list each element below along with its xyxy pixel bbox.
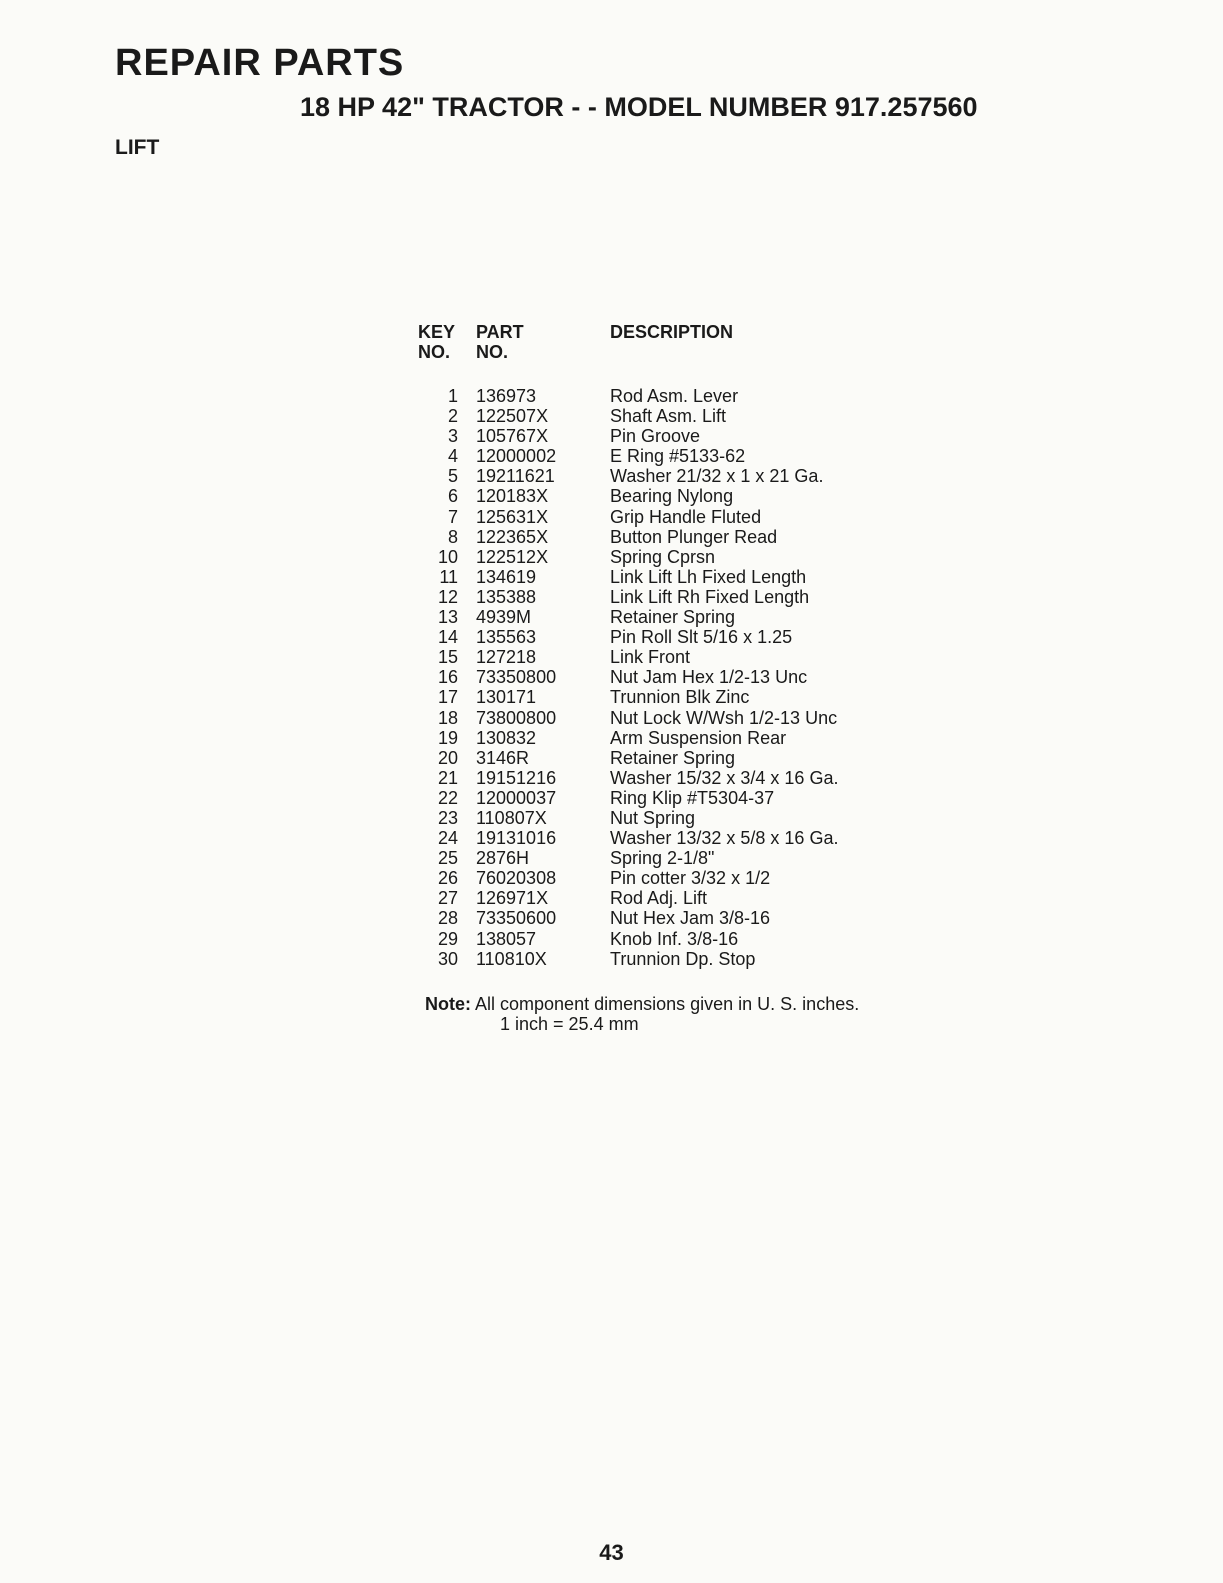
part-no-cell: 19211621 (476, 466, 555, 487)
description-cell: Link Lift Lh Fixed Length (610, 566, 807, 587)
table-header-row (418, 322, 838, 362)
part-no-cell: 130832 (476, 727, 537, 748)
key-no-cell: 25 (437, 848, 458, 869)
key-no-cell: 30 (437, 948, 458, 969)
part-header-line1: PART (476, 322, 524, 342)
part-no-cell: 122365X (476, 526, 549, 547)
key-no-cell: 2 (447, 406, 458, 427)
key-no-cell: 22 (437, 787, 458, 808)
table-row (418, 446, 838, 466)
key-no-cell: 13 (437, 607, 458, 628)
description-cell: Bearing Nylong (610, 486, 734, 507)
description-cell: Retainer Spring (610, 747, 736, 768)
part-no-cell: 105767X (476, 426, 549, 447)
part-no-cell: 130171 (476, 687, 537, 708)
table-row (418, 386, 838, 406)
note-line2: 1 inch = 25.4 mm (500, 1014, 639, 1034)
part-no-cell: 76020308 (476, 868, 557, 889)
table-row (418, 567, 838, 587)
description-cell: Nut Hex Jam 3/8-16 (610, 908, 771, 929)
table-row (418, 788, 838, 808)
part-no-cell: 12000002 (476, 446, 557, 467)
description-cell: Button Plunger Read (610, 526, 778, 547)
description-cell: Nut Lock W/Wsh 1/2-13 Unc (610, 707, 838, 728)
description-cell: Knob Inf. 3/8-16 (610, 928, 739, 949)
description-cell: Washer 15/32 x 3/4 x 16 Ga. (610, 767, 839, 788)
table-row (418, 828, 838, 848)
description-cell: Shaft Asm. Lift (610, 406, 727, 427)
key-no-cell: 6 (447, 486, 458, 507)
description-cell: Spring Cprsn (610, 546, 716, 567)
parts-body (418, 386, 838, 969)
part-no-cell: 4939M (476, 607, 532, 628)
key-no-cell: 23 (437, 807, 458, 828)
table-row (418, 748, 838, 768)
part-no-header (476, 322, 610, 362)
description-cell: Nut Spring (610, 807, 696, 828)
table-row (418, 868, 838, 888)
part-no-cell: 122507X (476, 406, 549, 427)
key-no-cell: 16 (437, 667, 458, 688)
key-no-cell: 7 (447, 506, 458, 527)
key-no-cell: 29 (437, 928, 458, 949)
key-no-cell: 21 (437, 767, 458, 788)
table-row (418, 547, 838, 567)
description-cell: E Ring #5133-62 (610, 446, 746, 467)
part-no-cell: 135563 (476, 627, 537, 648)
part-no-cell: 136973 (476, 386, 537, 406)
description-cell: Ring Klip #T5304-37 (610, 787, 775, 808)
part-no-cell: 110807X (476, 807, 547, 828)
part-no-cell: 134619 (476, 566, 537, 587)
key-no-cell: 1 (447, 386, 458, 406)
table-row (418, 587, 838, 607)
description-cell: Pin Roll Slt 5/16 x 1.25 (610, 627, 793, 648)
key-no-cell: 14 (437, 627, 458, 648)
description-cell: Trunnion Blk Zinc (610, 687, 750, 708)
key-no-cell: 20 (437, 747, 458, 768)
part-no-cell: 110810X (476, 948, 547, 969)
description-cell: Pin Groove (610, 426, 701, 447)
key-no-cell: 8 (447, 526, 458, 547)
key-no-cell: 11 (439, 566, 458, 587)
key-no-cell: 19 (437, 727, 458, 748)
description-cell: Link Front (610, 647, 691, 668)
header-spacer-cell (418, 362, 838, 386)
note-label: Note: (425, 994, 471, 1014)
part-no-cell: 73350600 (476, 908, 557, 929)
note (425, 994, 859, 1034)
table-row (418, 647, 838, 667)
table-row (418, 466, 838, 486)
part-no-cell: 122512X (476, 546, 549, 567)
page-title: REPAIR PARTS (115, 42, 405, 84)
key-no-cell: 3 (447, 426, 458, 447)
key-no-cell: 4 (447, 446, 458, 467)
key-no-cell: 5 (447, 466, 458, 487)
table-row (418, 708, 838, 728)
key-header-line1: KEY (418, 322, 456, 342)
part-no-cell: 73800800 (476, 707, 557, 728)
key-no-cell: 15 (437, 647, 458, 668)
section-title: LIFT (115, 136, 160, 159)
description-cell: Link Lift Rh Fixed Length (610, 586, 810, 607)
table-row (418, 486, 838, 506)
description-cell: Trunnion Dp. Stop (610, 948, 756, 969)
part-no-cell: 138057 (476, 928, 537, 949)
part-no-cell: 19131016 (476, 828, 557, 849)
key-no-cell: 18 (437, 707, 458, 728)
table-row (418, 406, 838, 426)
table-row (418, 627, 838, 647)
header-spacer (418, 362, 838, 386)
key-no-header (418, 322, 476, 362)
key-header-line2: NO. (418, 342, 451, 362)
part-no-cell: 127218 (476, 647, 537, 668)
description-cell: Nut Jam Hex 1/2-13 Unc (610, 667, 808, 688)
description-cell: Grip Handle Fluted (610, 506, 762, 527)
description-cell: Washer 21/32 x 1 x 21 Ga. (610, 466, 824, 487)
table-row (418, 949, 838, 969)
parts-table (418, 322, 838, 969)
description-cell: Rod Asm. Lever (610, 386, 739, 406)
key-no-cell: 12 (437, 586, 458, 607)
part-no-cell: 120183X (476, 486, 549, 507)
key-no-cell: 17 (437, 687, 458, 708)
table-row (418, 607, 838, 627)
key-no-cell: 26 (437, 868, 458, 889)
table-row (418, 527, 838, 547)
part-no-cell: 73350800 (476, 667, 557, 688)
part-no-cell: 3146R (476, 747, 530, 768)
table-row (418, 667, 838, 687)
table-row (418, 848, 838, 868)
table-row (418, 687, 838, 707)
model-title: 18 HP 42" TRACTOR - - MODEL NUMBER 917.257560 (300, 92, 978, 122)
table-header (418, 322, 838, 386)
key-no-cell: 27 (437, 888, 458, 909)
part-header-line2: NO. (476, 342, 509, 362)
page-number: 43 (599, 1540, 624, 1565)
description-header-label: DESCRIPTION (610, 322, 734, 342)
table-row (418, 728, 838, 748)
table-row (418, 908, 838, 928)
table-row (418, 768, 838, 788)
part-no-cell: 135388 (476, 586, 537, 607)
table-row (418, 507, 838, 527)
part-no-cell: 19151216 (476, 767, 557, 788)
key-no-cell: 10 (437, 546, 458, 567)
description-cell: Rod Adj. Lift (610, 888, 708, 909)
description-cell: Spring 2-1/8" (610, 848, 715, 869)
description-cell: Pin cotter 3/32 x 1/2 (610, 868, 771, 889)
table-row (418, 888, 838, 908)
key-no-cell: 28 (437, 908, 458, 929)
description-header (610, 322, 838, 362)
key-no-cell: 24 (437, 828, 458, 849)
description-cell: Washer 13/32 x 5/8 x 16 Ga. (610, 828, 839, 849)
note-line1: All component dimensions given in U. S. inches. (475, 994, 860, 1014)
part-no-cell: 12000037 (476, 787, 557, 808)
table-row (418, 808, 838, 828)
description-cell: Retainer Spring (610, 607, 736, 628)
description-cell: Arm Suspension Rear (610, 727, 787, 748)
part-no-cell: 125631X (476, 506, 549, 527)
table-row (418, 929, 838, 949)
part-no-cell: 2876H (476, 848, 530, 869)
table-row (418, 426, 838, 446)
part-no-cell: 126971X (476, 888, 549, 909)
